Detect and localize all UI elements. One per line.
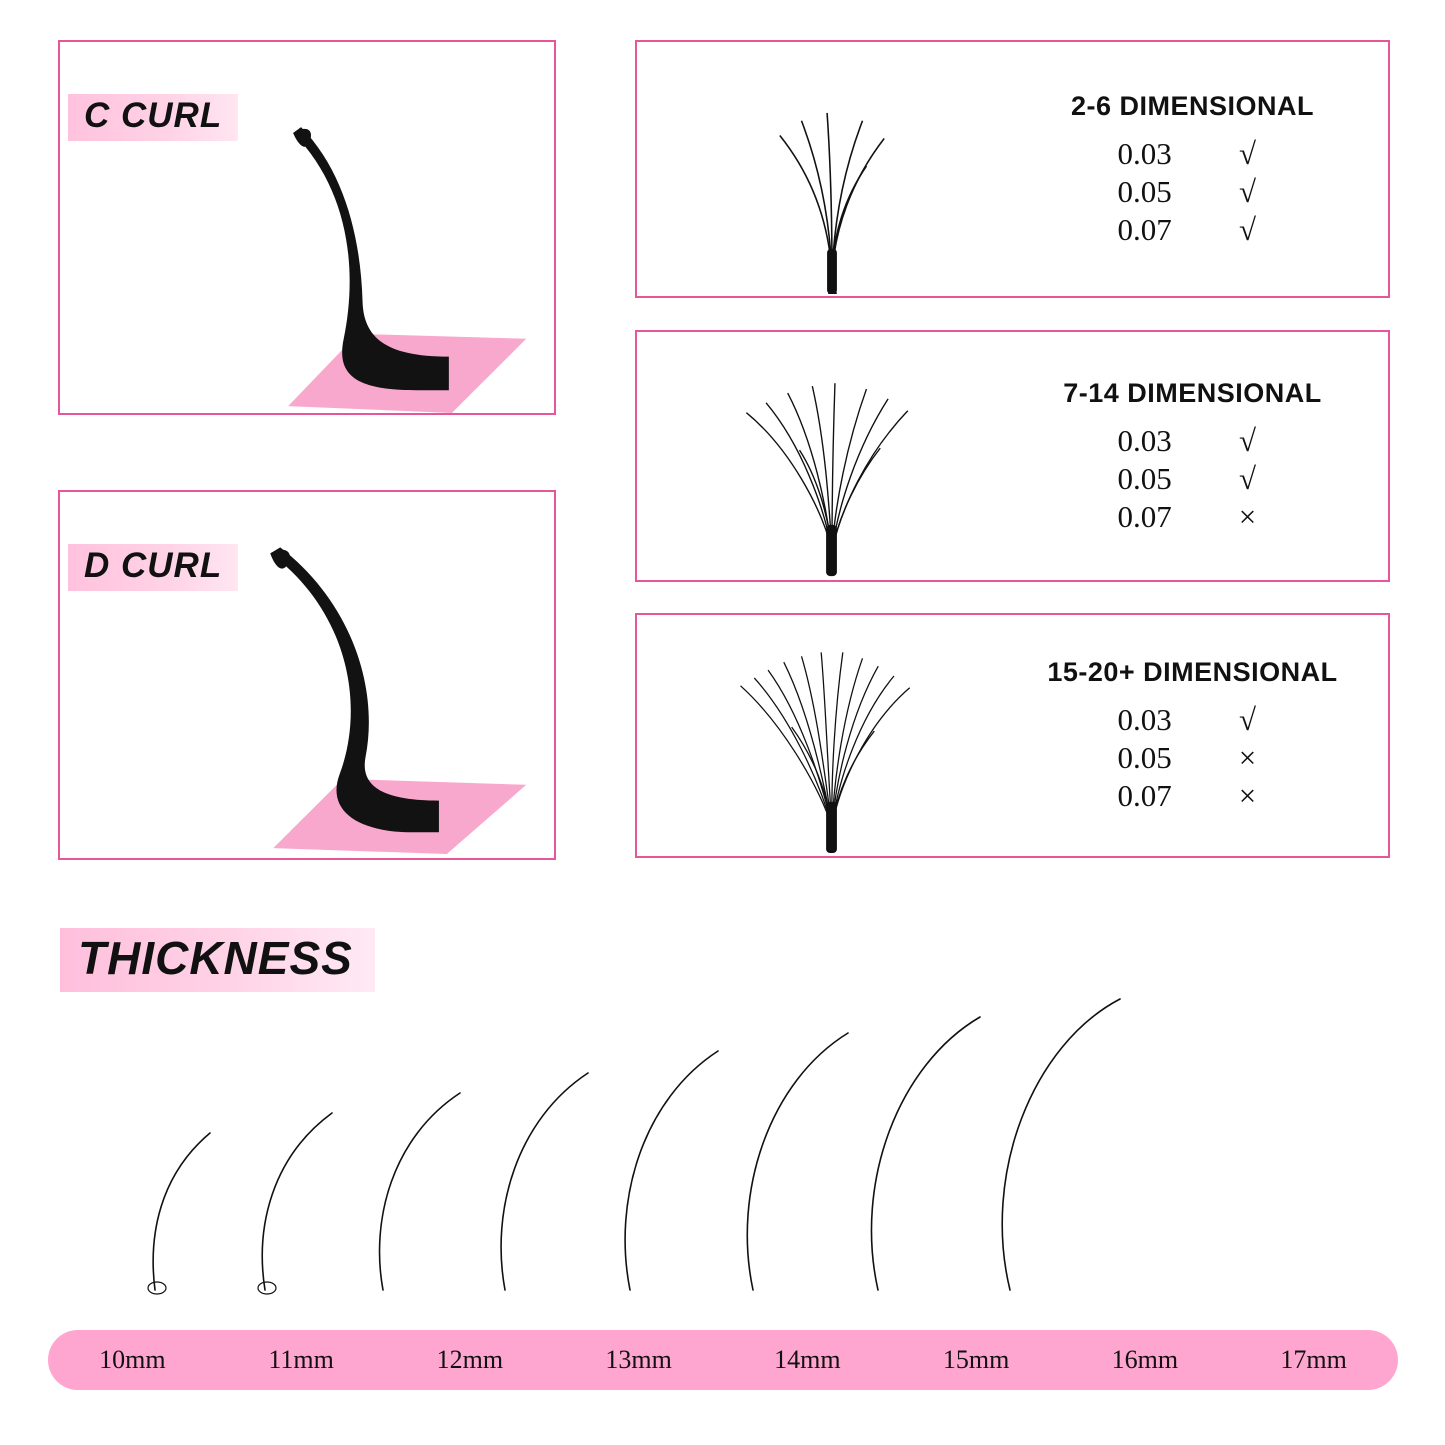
size-label: 12mm — [436, 1345, 504, 1374]
lash-size-bar — [48, 1330, 1398, 1390]
size-label: 10mm — [99, 1345, 166, 1374]
fan-7-14-illustration — [667, 332, 997, 580]
dimensional-rows — [1118, 423, 1268, 535]
c-curl-label: C CURL — [68, 94, 238, 141]
availability-mark: × — [1238, 778, 1257, 813]
thickness-value: 0.05 — [1117, 460, 1172, 496]
thickness-label: THICKNESS — [60, 928, 375, 992]
dimensional-row — [1118, 423, 1268, 459]
thickness-value: 0.07 — [1117, 211, 1172, 247]
d-curl-label: D CURL — [68, 544, 238, 591]
lash-length-illustrations — [60, 985, 1390, 1315]
size-label: 17mm — [1280, 1345, 1347, 1374]
fan-15-20-illustration — [667, 615, 997, 856]
availability-mark: × — [1238, 498, 1257, 534]
fan-2-6-illustration — [667, 42, 997, 296]
availability-mark: × — [1238, 740, 1257, 775]
size-label: 16mm — [1111, 1345, 1179, 1374]
availability-mark: √ — [1238, 460, 1256, 496]
thickness-value: 0.03 — [1117, 702, 1172, 737]
size-label: 11mm — [268, 1345, 334, 1374]
dimensional-15-20-text — [1007, 615, 1378, 856]
availability-mark: √ — [1238, 135, 1256, 171]
dimensional-row — [1118, 702, 1268, 738]
availability-mark: √ — [1238, 422, 1256, 458]
availability-mark: √ — [1238, 173, 1256, 209]
dimensional-row — [1118, 461, 1268, 497]
dimensional-row — [1118, 212, 1268, 248]
availability-mark: √ — [1238, 211, 1256, 247]
dimensional-row — [1118, 740, 1268, 776]
size-label: 13mm — [605, 1345, 672, 1374]
dimensional-title: 2-6 DIMENSIONAL — [1070, 90, 1315, 121]
dimensional-2-6-text — [1007, 42, 1378, 296]
dimensional-row — [1118, 174, 1268, 210]
thickness-value: 0.07 — [1117, 778, 1172, 813]
dimensional-rows — [1118, 136, 1268, 248]
thickness-value: 0.07 — [1117, 498, 1172, 534]
thickness-value: 0.05 — [1117, 740, 1172, 775]
thickness-value: 0.03 — [1117, 422, 1172, 458]
dimensional-rows — [1118, 702, 1268, 814]
dimensional-panel-7-14 — [635, 330, 1390, 582]
dimensional-panel-15-20 — [635, 613, 1390, 858]
thickness-value: 0.03 — [1117, 135, 1172, 171]
dimensional-row — [1118, 136, 1268, 172]
availability-mark: √ — [1238, 702, 1256, 737]
dimensional-row — [1118, 778, 1268, 814]
size-label: 15mm — [942, 1345, 1010, 1374]
dimensional-7-14-text — [1007, 332, 1378, 580]
size-label: 14mm — [774, 1345, 841, 1374]
d-curl-panel — [58, 490, 556, 860]
dimensional-title: 15-20+ DIMENSIONAL — [1047, 657, 1338, 687]
dimensional-panel-2-6 — [635, 40, 1390, 298]
dimensional-title: 7-14 DIMENSIONAL — [1063, 377, 1322, 408]
c-curl-panel — [58, 40, 556, 415]
thickness-value: 0.05 — [1117, 173, 1172, 209]
dimensional-row — [1118, 499, 1268, 535]
